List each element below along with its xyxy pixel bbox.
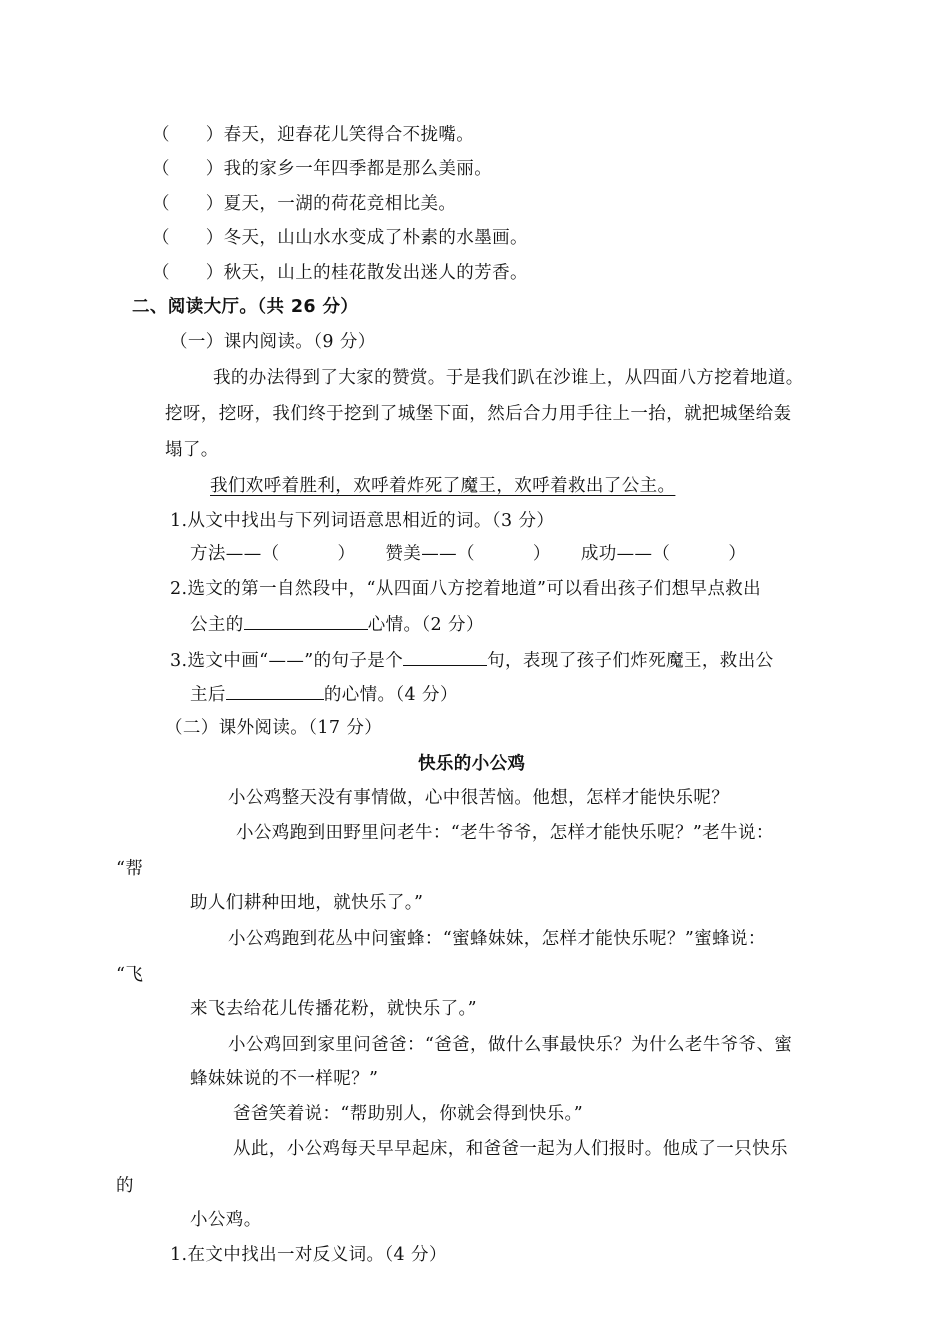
question-3-cont bbox=[190, 681, 458, 707]
story-line: 从此，小公鸡每天早早起床，和爸爸一起为人们报时。他成了一只快乐 bbox=[233, 1139, 788, 1159]
close-paren: ） bbox=[728, 544, 747, 564]
synonym-row bbox=[190, 542, 746, 566]
question-text: 3.选文中画“——”的句子是个 bbox=[170, 651, 404, 671]
question-1: 1.从文中找出与下列词语意思相近的词。（3 分） bbox=[170, 511, 555, 531]
order-item-paren: （ ） bbox=[152, 228, 224, 248]
answer-blank[interactable] bbox=[226, 681, 324, 700]
question-2: 2.选文的第一自然段中，“从四面八方挖着地道”可以看出孩子们想早点救出 bbox=[170, 579, 762, 599]
synonym-word-3: 成功——（ bbox=[580, 544, 671, 564]
story-title: 快乐的小公鸡 bbox=[418, 754, 526, 774]
close-paren: ） bbox=[532, 544, 551, 564]
section-title: 二、阅读大厅。（共 26 分） bbox=[132, 297, 359, 317]
question-2-cont bbox=[190, 611, 484, 637]
story-line: 爸爸笑着说：“帮助别人，你就会得到快乐。” bbox=[233, 1104, 584, 1124]
order-item-text: 我的家乡一年四季都是那么美丽。 bbox=[223, 159, 493, 179]
order-item-text: 冬天，山山水水变成了朴素的水墨画。 bbox=[223, 228, 528, 248]
question-text: 主后 bbox=[190, 685, 226, 705]
order-item-paren: （ ） bbox=[152, 194, 224, 214]
story-line: 的 bbox=[116, 1176, 134, 1196]
order-item-paren: （ ） bbox=[152, 263, 224, 283]
passage-line: 我的办法得到了大家的赞赏。于是我们趴在沙谁上，从四面八方挖着地道。 bbox=[213, 368, 804, 388]
question-text: 句，表现了孩子们炸死魔王，救出公 bbox=[487, 651, 774, 671]
order-item-5 bbox=[152, 261, 528, 285]
story-line: 助人们耕种田地，就快乐了。” bbox=[190, 893, 424, 913]
passage-line: 塌了。 bbox=[165, 440, 219, 460]
question-1: 1.在文中找出一对反义词。（4 分） bbox=[170, 1245, 447, 1265]
question-3 bbox=[170, 647, 774, 673]
story-line: 小公鸡跑到田野里问老牛：“老牛爷爷，怎样才能快乐呢？”老牛说： bbox=[236, 823, 774, 843]
order-item-4 bbox=[152, 226, 528, 250]
story-line: 小公鸡整天没有事情做，心中很苦恼。他想，怎样才能快乐呢？ bbox=[228, 788, 730, 808]
order-item-2 bbox=[152, 157, 492, 181]
answer-blank[interactable] bbox=[244, 611, 368, 630]
order-item-paren: （ ） bbox=[152, 159, 224, 179]
close-paren: ） bbox=[337, 544, 356, 564]
order-item-text: 秋天，山上的桂花散发出迷人的芳香。 bbox=[223, 263, 528, 283]
underlined-sentence: 我们欢呼着胜利，欢呼着炸死了魔王，欢呼着救出了公主。 bbox=[210, 476, 676, 496]
passage-line: 挖呀，挖呀，我们终于挖到了城堡下面，然后合力用手往上一抬，就把城堡给轰 bbox=[165, 404, 792, 424]
question-text: 的心情。（4 分） bbox=[323, 685, 458, 705]
order-item-text: 夏天，一湖的荷花竞相比美。 bbox=[223, 194, 457, 214]
order-item-3 bbox=[152, 192, 456, 216]
story-line: 来飞去给花儿传播花粉，就快乐了。” bbox=[190, 999, 477, 1019]
answer-blank[interactable] bbox=[403, 647, 487, 666]
story-line: “飞 bbox=[116, 965, 144, 985]
story-line: 小公鸡。 bbox=[190, 1210, 262, 1230]
order-item-1 bbox=[152, 123, 474, 147]
story-line: “帮 bbox=[116, 859, 144, 879]
story-line: 蜂妹妹说的不一样呢？” bbox=[190, 1069, 379, 1089]
order-item-text: 春天，迎春花儿笑得合不拢嘴。 bbox=[223, 125, 475, 145]
story-line: 小公鸡跑到花丛中问蜜蜂：“蜜蜂妹妹，怎样才能快乐呢？”蜜蜂说： bbox=[228, 929, 766, 949]
synonym-word-1: 方法——（ bbox=[190, 544, 280, 564]
synonym-word-2: 赞美——（ bbox=[385, 544, 475, 564]
question-text: 公主的 bbox=[190, 615, 244, 635]
story-line: 小公鸡回到家里问爸爸：“爸爸，做什么事最快乐？为什么老牛爷爷、蜜 bbox=[228, 1035, 793, 1055]
question-text: 心情。（2 分） bbox=[367, 615, 484, 635]
part2-title: （二）课外阅读。（17 分） bbox=[165, 718, 383, 738]
order-item-paren: （ ） bbox=[152, 125, 224, 145]
part1-title: （一）课内阅读。（9 分） bbox=[170, 332, 376, 352]
